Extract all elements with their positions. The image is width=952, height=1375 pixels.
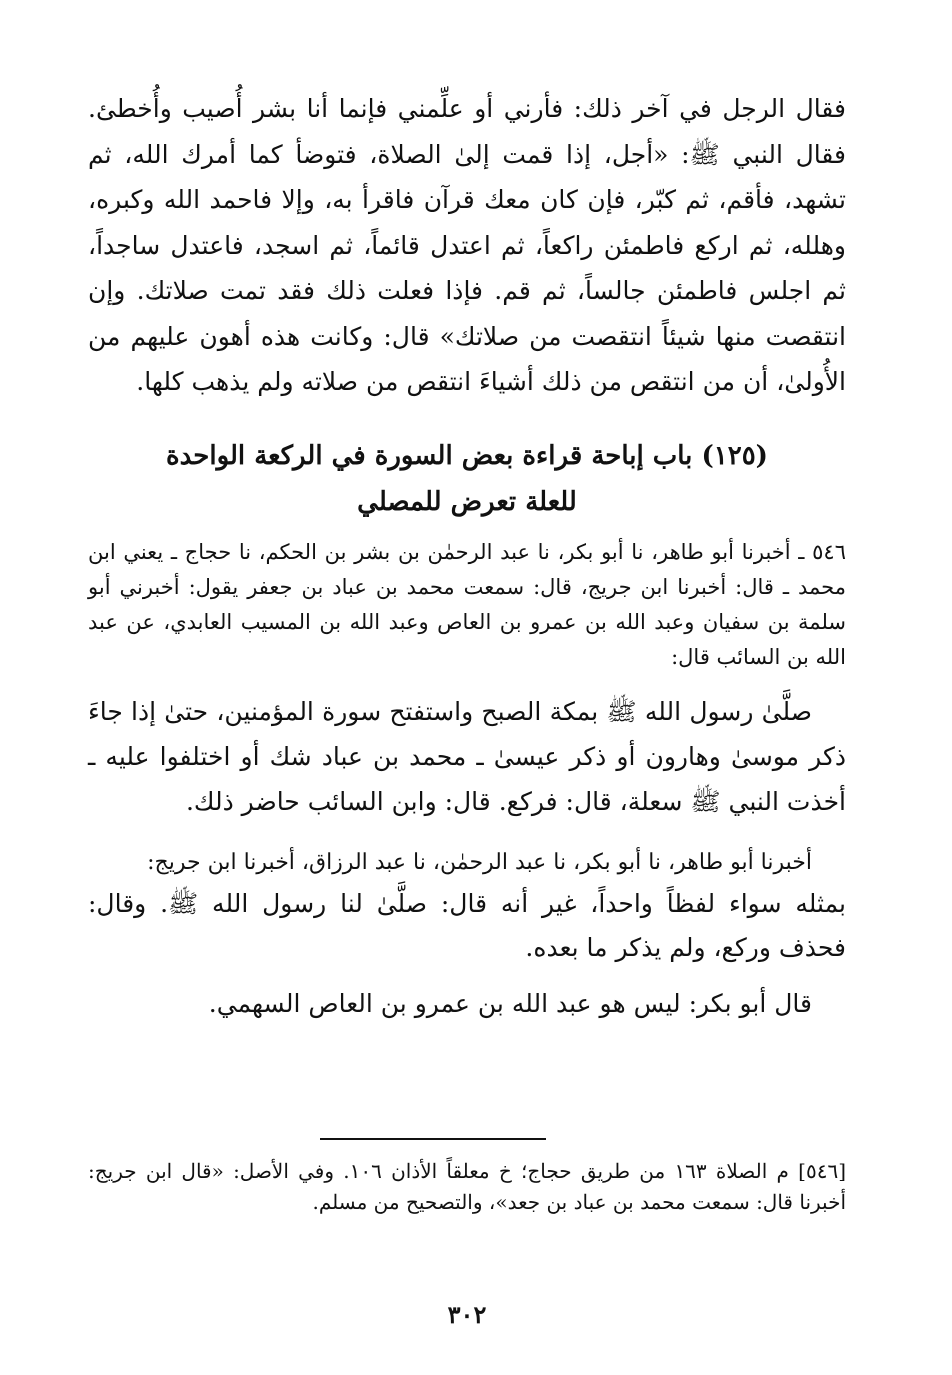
page-number: ٣٠٢ <box>447 1300 487 1329</box>
second-chain-isnad: أخبرنا أبو طاهر، نا أبو بكر، نا عبد الرحمٰن، نا عبد الرزاق، أخبرنا ابن جريج: <box>147 849 812 875</box>
footnote-divider <box>320 1138 546 1140</box>
hadith-546-matn: صلَّىٰ رسول الله ﷺ بمكة الصبح واستفتح سورة المؤمنين، حتىٰ إذا جاءَ ذكر موسىٰ وهارون أو ذكر عيسىٰ ـ محمد بن عباد شك أو اختلفوا عليه ـ أخذت النبي ﷺ سعلة، قال: فركع. قال: وابن السائب حاضر ذلك. <box>88 696 846 816</box>
hadith-546-isnad: ٥٤٦ ـ أخبرنا أبو طاهر، نا أبو بكر، نا عبد الرحمٰن بن بشر بن الحكم، نا حجاج ـ يعني ابن محمد ـ قال: أخبرنا ابن جريج، قال: سمعت محمد بن عباد بن جعفر يقول: أخبرني أبو سلمة بن سفيان وعبد الله بن عمرو بن العاص وعبد الله بن المسيب العابدي، عن عبد الله بن السائب قال: <box>88 539 846 669</box>
footnote: [٥٤٦] م الصلاة ١٦٣ من طريق حجاج؛ خ معلقاً الأذان ١٠٦. وفي الأصل: «قال ابن جريج: أخبرنا قال: سمعت محمد بن عباد بن جعد»، والتصحيح من مسلم. <box>88 1159 846 1214</box>
book-page <box>88 86 846 1375</box>
top-paragraph: فقال الرجل في آخر ذلك: فأرني أو علِّمني فإنما أنا بشر أُصيب وأُخطئ. فقال النبي ﷺ: «أجل، إذا قمت إلىٰ الصلاة، فتوضأ كما أمرك الله، ثم تشهد، فأقم، ثم كبّر، فإن كان معك قرآن فاقرأ به، وإلا فاحمد الله وكبره، وهلله، ثم اركع فاطمئن راكعاً، ثم اعتدل قائماً، ثم اسجد، فاعتدل ساجداً، ثم اجلس فاطمئن جالساً، ثم قم. فإذا فعلت ذلك فقد تمت صلاتك. وإن انتقصت منها شيئاً انتقصت من صلاتك» قال: وكانت هذه أهون عليهم من الأُولىٰ، أن من انتقص من ذلك أشياءَ انتقص من صلاته ولم يذهب كلها. <box>88 94 846 396</box>
chapter-heading <box>88 433 846 525</box>
second-chain-matn: بمثله سواء لفظاً واحداً، غير أنه قال: صلَّىٰ لنا رسول الله ﷺ. وقال: فحذف وركع، ولم يذكر ما بعده. <box>88 888 846 962</box>
chapter-heading-line-2: للعلة تعرض للمصلي <box>357 486 577 517</box>
chapter-heading-line-1: (١٢٥) باب إباحة قراءة بعض السورة في الركعة الواحدة <box>166 440 768 471</box>
abu-bakr-comment: قال أبو بكر: ليس هو عبد الله بن عمرو بن العاص السهمي. <box>208 988 812 1018</box>
